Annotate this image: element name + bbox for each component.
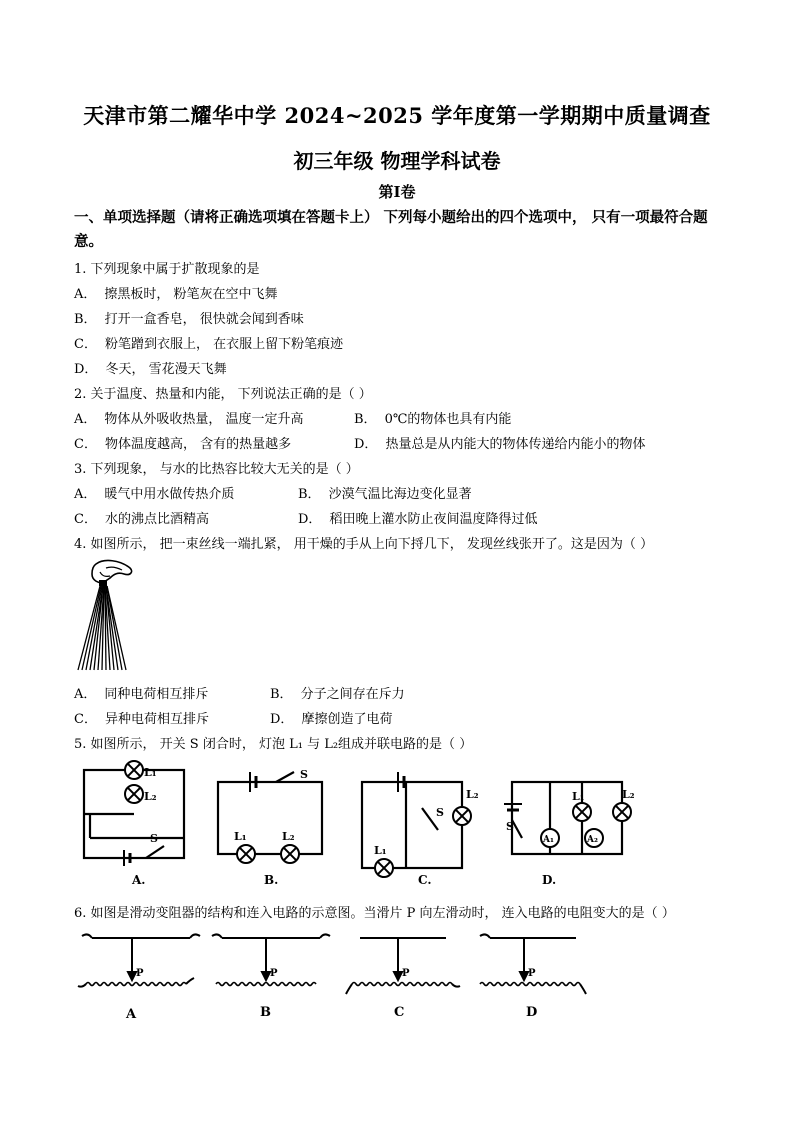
label-s-d: S (506, 820, 514, 833)
q3-option-b: B． 沙漠气温比海边变化显著 (298, 487, 472, 502)
label-l1-c: L₁ (374, 844, 387, 857)
q3-option-c: C． 水的沸点比酒精高 (74, 512, 209, 527)
q1-option-b: B． 打开一盒香皂， 很快就会闻到香味 (74, 312, 304, 327)
q2-option-d: D． 热量总是从内能大的物体传递给内能小的物体 (354, 437, 646, 452)
q4-option-b: B． 分子之间存在斥力 (270, 687, 405, 702)
label-l1-a: L₁ (144, 766, 157, 779)
q6-stem: 6. 如图是滑动变阻器的结构和连入电路的示意图。当滑片 P 向左滑动时， 连入电路的电阻变大的是（ ） (74, 906, 675, 921)
q5-circuit-figures (76, 758, 646, 892)
label-s-b: S (300, 768, 308, 781)
q2-option-b: B． 0℃的物体也具有内能 (354, 412, 512, 427)
label-p-b: P (270, 968, 278, 979)
exam-title: 天津市第二耀华中学 2024~2025 学年度第一学期期中质量调查 (83, 103, 711, 128)
q5-label-b: B. (264, 873, 279, 887)
q4-option-d: D． 摩擦创造了电荷 (270, 712, 393, 727)
q6-rheostat-figures (76, 928, 596, 1024)
label-l1-d: L₁ (572, 790, 585, 803)
label-p-d: P (528, 968, 536, 979)
section-heading: 一、单项选择题（请将正确选项填在答题卡上） 下列每小题给出的四个选项中， 只有一项最符合题意。 (74, 209, 708, 250)
label-s-c: S (436, 806, 444, 819)
label-a1-d: A₁ (543, 835, 554, 845)
label-l2-a: L₂ (144, 790, 157, 803)
label-l1-b: L₁ (234, 830, 247, 843)
q1-stem: 1. 下列现象中属于扩散现象的是 (74, 262, 260, 277)
label-s-a: S (150, 832, 158, 845)
q1-option-c: C． 粉笔蹭到衣服上， 在衣服上留下粉笔痕迹 (74, 337, 344, 352)
label-a2-d: A₂ (587, 835, 598, 845)
silk-threads-hand-figure (76, 558, 146, 672)
q5-label-a: A. (132, 873, 146, 887)
q6-label-d: D (526, 1005, 538, 1020)
rheostat-d (480, 934, 586, 994)
q3-option-d: D． 稻田晚上灌水防止夜间温度降得过低 (298, 512, 538, 527)
q6-label-b: B (260, 1005, 271, 1020)
label-p-a: P (136, 968, 144, 979)
q4-option-c: C． 异种电荷相互排斥 (74, 712, 209, 727)
q2-option-c: C． 物体温度越高， 含有的热量越多 (74, 437, 292, 452)
q2-option-a: A． 物体从外吸收热量， 温度一定升高 (74, 412, 304, 427)
label-l2-b: L₂ (282, 830, 295, 843)
q4-option-a: A． 同种电荷相互排斥 (74, 687, 209, 702)
q5-stem: 5. 如图所示， 开关 S 闭合时， 灯泡 L₁ 与 L₂组成并联电路的是（ ） (74, 737, 473, 752)
q1-option-d: D． 冬天， 雪花漫天飞舞 (74, 362, 227, 377)
circuit-d (504, 782, 622, 854)
q1-option-a: A． 擦黑板时， 粉笔灰在空中飞舞 (74, 287, 278, 302)
q6-label-a: A (126, 1007, 137, 1022)
q6-label-c: C (394, 1005, 405, 1020)
rheostat-c (346, 938, 460, 994)
q2-stem: 2. 关于温度、热量和内能， 下列说法正确的是（ ） (74, 387, 372, 402)
q5-label-d: D. (542, 873, 557, 887)
q5-label-c: C. (418, 873, 432, 887)
q3-option-a: A． 暖气中用水做传热介质 (74, 487, 235, 502)
label-l2-d: L₂ (622, 788, 635, 801)
q4-stem: 4. 如图所示， 把一束丝线一端扎紧， 用干燥的手从上向下捋几下， 发现丝线张开了。这是因为（ ） (74, 537, 654, 552)
volume-label: 第Ⅰ卷 (378, 183, 416, 201)
q3-stem: 3. 下列现象， 与水的比热容比较大无关的是（ ） (74, 462, 359, 477)
label-l2-c: L₂ (466, 788, 479, 801)
exam-subtitle: 初三年级 物理学科试卷 (293, 149, 501, 173)
label-p-c: P (402, 968, 410, 979)
